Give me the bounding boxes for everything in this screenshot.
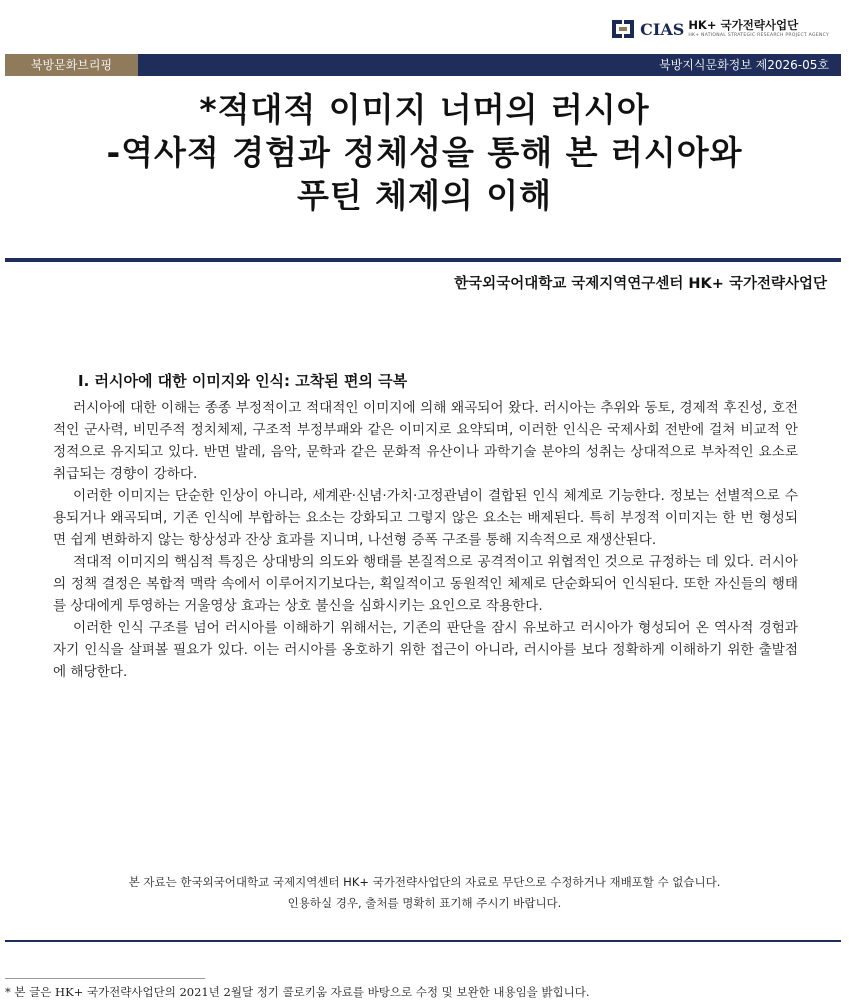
title-line-2: -역사적 경험과 정체성을 통해 본 러시아와 xyxy=(106,133,743,172)
logo-sub-text: HK+ NATIONAL STRATEGIC RESEARCH PROJECT AGENCY xyxy=(688,32,829,38)
paragraph: 이러한 이미지는 단순한 인상이 아니라, 세계관·신념·가치·고정관념이 결합된 인식 체계로 기능한다. 정보는 선별적으로 수용되거나 왜곡되며, 기존 인식에 부합하는 요소는 강화되고 그렇지 않은 요소는 배제된다. 특히 부정적 이미지는 한 번 형성되면 쉽게 변화하지 않는 항상성과 잔상 효과를 지니며, 나선형 증폭 구조를 통해 지속적으로 재생산된다. xyxy=(53,488,798,548)
organization-name: 한국외국어대학교 국제지역연구센터 HK+ 국가전략사업단 xyxy=(454,276,827,292)
cias-logo xyxy=(610,12,829,46)
notice-line-1: 본 자료는 한국외국어대학교 국제지역센터 HK+ 국가전략사업단의 자료로 무단으로 수정하거나 재배포할 수 없습니다. xyxy=(128,875,721,889)
logo-text: CIAS xyxy=(640,19,685,39)
title-line-3: 푸틴 체제의 이해 xyxy=(296,176,553,215)
paragraph: 적대적 이미지의 핵심적 특징은 상대방의 의도와 행태를 본질적으로 공격적이고 위협적인 것으로 규정하는 데 있다. 러시아의 정책 결정은 복합적 맥락 속에서 이루어지기보다는, 획일적이고 동원적인 체제로 단순화되어 인식된다. 또한 자신들의 행태를 상대에게 투영하는 거울영상 효과는 상호 불신을 심화시키는 요인으로 작용한다. xyxy=(53,554,798,614)
cias-logo-icon xyxy=(610,16,636,42)
header-bar xyxy=(5,54,841,76)
paragraph: 러시아에 대한 이해는 종종 부정적이고 적대적인 이미지에 의해 왜곡되어 왔다. 러시아는 추위와 동토, 경제적 후진성, 호전적인 군사력, 비민주적 정치체제, 구조적 부정부패와 같은 이미지로 요약되며, 이러한 인식은 국제사회 전반에 걸쳐 비교적 안정적으로 유지되고 있다. 반면 발레, 음악, 문학과 같은 문화적 유산이나 과학기술 분야의 성취는 상대적으로 부차적인 요소로 취급되는 경향이 강하다. xyxy=(53,400,798,482)
paragraph: 이러한 인식 구조를 넘어 러시아를 이해하기 위해서는, 기존의 판단을 잠시 유보하고 러시아가 형성되어 온 역사적 경험과 자기 인식을 살펴볼 필요가 있다. 이는 러시아를 옹호하기 위한 접근이 아니라, 러시아를 보다 정확하게 이해하기 위한 출발점에 해당한다. xyxy=(53,620,798,680)
category-label: 북방문화브리핑 xyxy=(5,54,138,76)
footnote: * 본 글은 HK+ 국가전략사업단의 2021년 2월달 정기 콜로키움 자료를 바탕으로 수정 및 보완한 내용임을 밝힙니다. xyxy=(5,985,590,999)
copyright-notice xyxy=(0,872,849,914)
title-line-1: *적대적 이미지 너머의 러시아 xyxy=(199,90,650,129)
footer-divider xyxy=(5,940,841,942)
body-text xyxy=(53,397,798,683)
document-title xyxy=(0,88,849,217)
title-divider xyxy=(5,258,841,262)
notice-line-2: 인용하실 경우, 출처를 명확히 표기해 주시기 바랍니다. xyxy=(287,896,562,910)
logo-main-text: HK+ 국가전략사업단 xyxy=(688,18,799,32)
issue-number: 북방지식문화정보 제2026-05호 xyxy=(659,58,829,72)
section-heading: Ⅰ. 러시아에 대한 이미지와 인식: 고착된 편의 극복 xyxy=(78,372,408,390)
footnote-rule xyxy=(5,978,205,979)
